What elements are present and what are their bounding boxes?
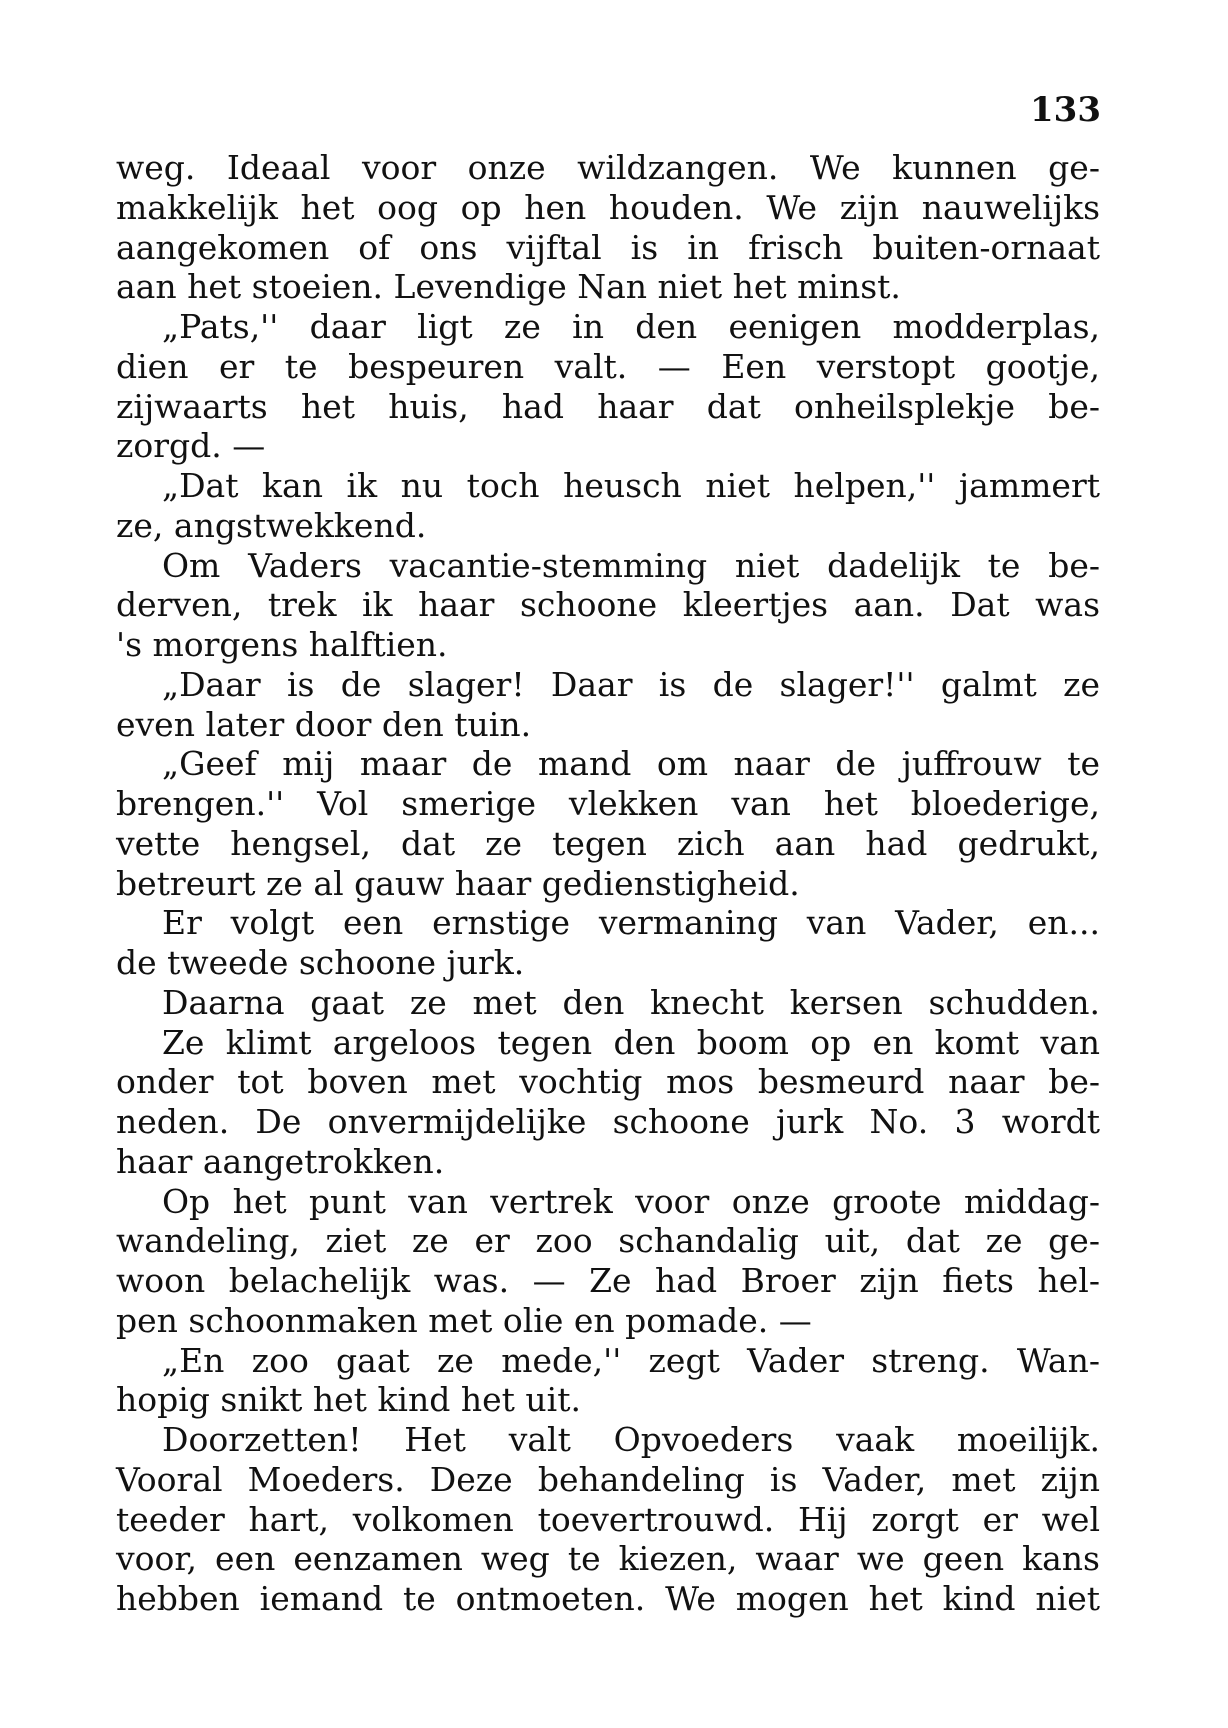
text-line: Vooral Moeders. Deze behandeling is Vader, met zijn: [116, 1459, 1100, 1499]
text-line: onder tot boven met vochtig mos besmeurd naar be-: [116, 1062, 1100, 1102]
text-line: pen schoonmaken met olie en pomade. —: [116, 1300, 812, 1340]
text-line: neden. De onvermijdelijke schoone jurk No. 3 wordt: [116, 1102, 1100, 1141]
text-line: derven, trek ik haar schoone kleertjes aan. Dat was: [116, 585, 1100, 625]
text-line: zorgd. —: [116, 426, 266, 466]
text-line: vette hengsel, dat ze tegen zich aan had gedrukt,: [116, 823, 1100, 863]
text-line: brengen.'' Vol smerige vlekken van het bloederige,: [116, 784, 1100, 823]
text-line: Daarna gaat ze met den knecht kersen schudden.: [162, 982, 1100, 1022]
text-line: de tweede schoone jurk.: [116, 943, 525, 982]
text-line: woon belachelijk was. — Ze had Broer zijn fiets hel-: [116, 1261, 1100, 1300]
text-line: Om Vaders vacantie-stemming niet dadelijk te be-: [162, 545, 1100, 585]
text-line: aan het stoeien. Levendige Nan niet het minst.: [116, 267, 901, 307]
text-line: even later door den tuin.: [116, 704, 532, 744]
text-line: ze, angstwekkend.: [116, 505, 427, 545]
text-line: Doorzetten! Het valt Opvoeders vaak moeilijk.: [162, 1420, 1100, 1459]
text-line: „Daar is de slager! Daar is de slager!'' galmt ze: [162, 664, 1100, 704]
text-line: zijwaarts het huis, had haar dat onheilsplekje be-: [116, 386, 1100, 426]
page-number: 133: [1030, 90, 1101, 130]
text-line: dien er te bespeuren valt. — Een verstopt gootje,: [116, 346, 1100, 386]
text-line: „En zoo gaat ze mede,'' zegt Vader streng. Wan-: [162, 1340, 1100, 1380]
text-line: teeder hart, volkomen toevertrouwd. Hij zorgt er wel: [116, 1499, 1100, 1539]
text-line: Op het punt van vertrek voor onze groote middag-: [162, 1181, 1100, 1221]
text-line: „Geef mij maar de mand om naar de juffrouw te: [162, 744, 1100, 784]
text-line: „Pats,'' daar ligt ze in den eenigen modderplas,: [162, 307, 1100, 346]
text-line: makkelijk het oog op hen houden. We zijn nauwelijks: [116, 187, 1100, 227]
text-line: hopig snikt het kind het uit.: [116, 1380, 581, 1420]
text-line: voor, een eenzamen weg te kiezen, waar we geen kans: [116, 1539, 1100, 1579]
text-line: hebben iemand te ontmoeten. We mogen het kind niet: [116, 1579, 1100, 1618]
text-line: 's morgens halftien.: [116, 625, 448, 664]
text-line: Ze klimt argeloos tegen den boom op en komt van: [162, 1022, 1100, 1062]
text-line: aangekomen of ons vijftal is in frisch buiten-ornaat: [116, 227, 1100, 267]
text-line: Er volgt een ernstige vermaning van Vader, en...: [162, 903, 1100, 943]
text-line: weg. Ideaal voor onze wildzangen. We kunnen ge-: [116, 148, 1100, 187]
text-line: haar aangetrokken.: [116, 1141, 445, 1181]
text-line: wandeling, ziet ze er zoo schandalig uit, dat ze ge-: [116, 1221, 1100, 1261]
text-line: „Dat kan ik nu toch heusch niet helpen,'' jammert: [162, 466, 1100, 505]
body-text: [116, 148, 1100, 1619]
text-line: betreurt ze al gauw haar gedienstigheid.: [116, 863, 800, 903]
